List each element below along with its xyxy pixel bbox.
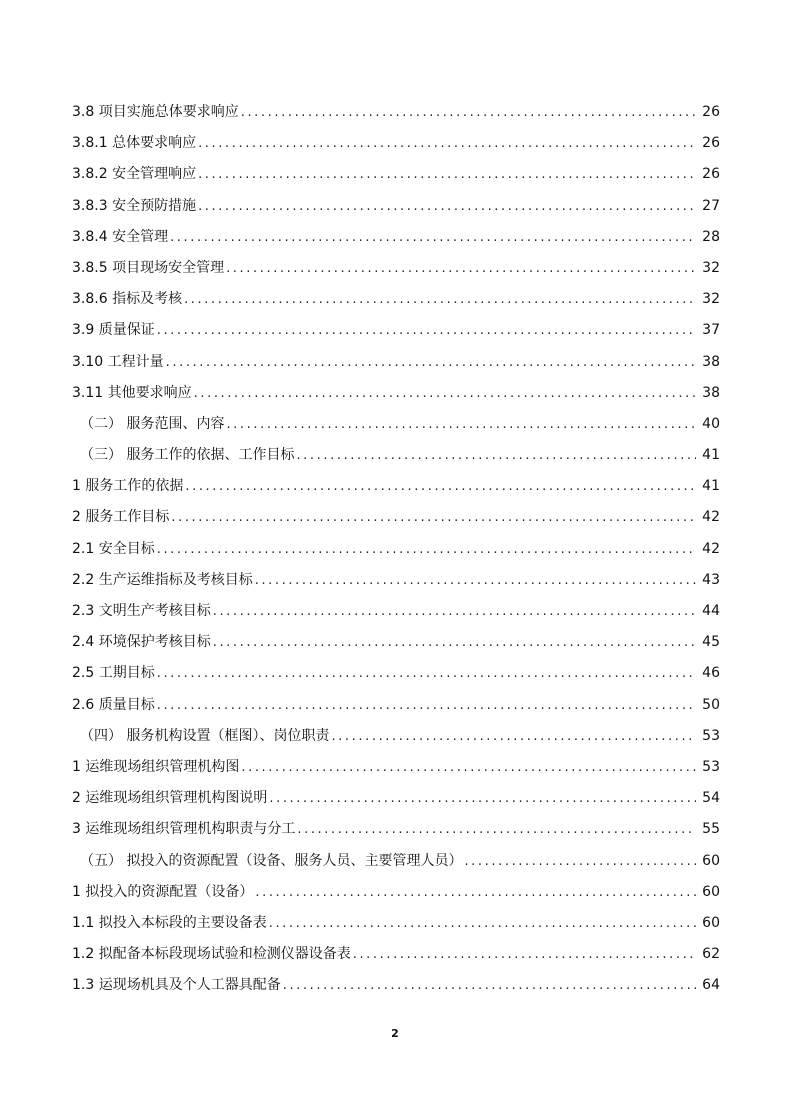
- toc-entry-page: 32: [702, 259, 720, 276]
- toc-entry-page: 43: [702, 571, 720, 588]
- toc-entry[interactable]: [72, 814, 720, 845]
- toc-entry-page: 28: [702, 228, 720, 245]
- toc-entry[interactable]: [72, 534, 720, 565]
- toc-dot-leader: [283, 970, 696, 1001]
- toc-dot-leader: [464, 846, 696, 877]
- toc-dot-leader: [198, 128, 696, 159]
- toc-entry-page: 46: [702, 665, 720, 682]
- toc-dot-leader: [170, 222, 696, 253]
- toc-entry[interactable]: [72, 877, 720, 908]
- toc-entry-page: 38: [702, 353, 720, 370]
- toc-entry-page: 45: [702, 634, 720, 651]
- toc-entry-title: 2.3 文明生产考核目标: [72, 603, 211, 619]
- toc-entry-title: 3.8.1 总体要求响应: [72, 135, 197, 152]
- toc-entry-title: 1.3 运现场机具及个人工器具配备: [72, 977, 281, 994]
- toc-dot-leader: [166, 347, 696, 378]
- toc-entry-page: 40: [702, 415, 720, 432]
- toc-entry-page: 41: [702, 478, 720, 495]
- toc-entry-page: 53: [702, 758, 720, 775]
- toc-entry[interactable]: [72, 970, 720, 1001]
- toc-entry-title: 2 服务工作目标: [72, 509, 170, 526]
- toc-entry[interactable]: [72, 284, 720, 315]
- toc-entry-page: 62: [702, 946, 720, 963]
- toc-dot-leader: [185, 471, 696, 502]
- page-number: 2: [391, 1027, 399, 1040]
- toc-dot-leader: [213, 596, 696, 627]
- toc-entry-title: （二） 服务范围、内容: [80, 415, 225, 432]
- toc-dot-leader: [269, 783, 696, 814]
- toc-entry[interactable]: [72, 846, 720, 877]
- toc-entry[interactable]: [72, 690, 720, 721]
- toc-dot-leader: [194, 378, 696, 409]
- toc-entry-title: 3.9 质量保证: [72, 322, 155, 339]
- toc-entry[interactable]: [72, 752, 720, 783]
- toc-entry[interactable]: [72, 502, 720, 533]
- toc-entry[interactable]: [72, 783, 720, 814]
- toc-entry-page: 44: [702, 603, 720, 619]
- toc-entry[interactable]: [72, 128, 720, 159]
- toc-entry-title: 1 服务工作的依据: [72, 478, 184, 495]
- toc-entry-title: （五） 拟投入的资源配置（设备、服务人员、主要管理人员）: [80, 852, 463, 869]
- toc-dot-leader: [297, 814, 696, 845]
- toc-entry-title: 3.8.3 安全预防措施: [72, 197, 197, 214]
- toc-dot-leader: [213, 627, 696, 658]
- toc-entry[interactable]: [72, 596, 720, 627]
- toc-entry-page: 55: [702, 821, 720, 838]
- toc-entry[interactable]: [72, 409, 720, 440]
- toc-entry[interactable]: [72, 159, 720, 190]
- toc-entry-title: 3.8 项目实施总体要求响应: [72, 104, 239, 120]
- toc-entry[interactable]: [72, 627, 720, 658]
- toc-entry[interactable]: [72, 191, 720, 222]
- toc-dot-leader: [269, 908, 696, 939]
- toc-entry-page: 42: [702, 540, 720, 557]
- toc-dot-leader: [157, 315, 696, 346]
- toc-entry-title: 3.8.4 安全管理: [72, 228, 169, 245]
- toc-entry[interactable]: [72, 97, 720, 128]
- toc-dot-leader: [226, 409, 696, 440]
- toc-entry[interactable]: [72, 565, 720, 596]
- toc-entry[interactable]: [72, 378, 720, 409]
- toc-entry-title: 2.5 工期目标: [72, 665, 155, 682]
- toc-dot-leader: [331, 721, 696, 752]
- toc-entry-title: 3 运维现场组织管理机构职责与分工: [72, 821, 296, 838]
- toc-entry-page: 64: [702, 977, 720, 994]
- toc-dot-leader: [157, 658, 696, 689]
- toc-entry-page: 38: [702, 384, 720, 401]
- toc-dot-leader: [241, 752, 696, 783]
- toc-entry-title: 2.2 生产运维指标及考核目标: [72, 571, 253, 588]
- toc-entry-page: 27: [702, 197, 720, 214]
- toc-dot-leader: [255, 877, 696, 908]
- toc-entry[interactable]: [72, 908, 720, 939]
- toc-dot-leader: [198, 191, 696, 222]
- toc-entry-page: 54: [702, 790, 720, 807]
- toc-entry-page: 26: [702, 104, 720, 120]
- toc-entry[interactable]: [72, 721, 720, 752]
- toc-dot-leader: [296, 440, 696, 471]
- toc-entry-page: 53: [702, 727, 720, 744]
- toc-entry-title: 3.8.2 安全管理响应: [72, 166, 197, 183]
- toc-entry[interactable]: [72, 315, 720, 346]
- toc-entry-title: 2.1 安全目标: [72, 540, 155, 557]
- toc-dot-leader: [184, 284, 696, 315]
- toc-entry-title: 1 拟投入的资源配置（设备）: [72, 883, 254, 900]
- toc-entry-title: 2.6 质量目标: [72, 696, 155, 713]
- toc-entry-page: 32: [702, 291, 720, 308]
- toc-entry[interactable]: [72, 471, 720, 502]
- toc-entry-title: 1.2 拟配备本标段现场试验和检测仪器设备表: [72, 946, 351, 963]
- toc-entry-title: 3.10 工程计量: [72, 353, 164, 370]
- toc-entry[interactable]: [72, 347, 720, 378]
- toc-dot-leader: [255, 565, 696, 596]
- toc-entry-title: 1 运维现场组织管理机构图: [72, 758, 240, 775]
- toc-entry-title: 3.8.6 指标及考核: [72, 291, 183, 308]
- toc-dot-leader: [171, 502, 696, 533]
- toc-entry[interactable]: [72, 440, 720, 471]
- toc-entry[interactable]: [72, 253, 720, 284]
- toc-entry-title: 2.4 环境保护考核目标: [72, 634, 211, 651]
- toc-entry-title: 1.1 拟投入本标段的主要设备表: [72, 914, 267, 931]
- toc-entry-page: 42: [702, 509, 720, 526]
- toc-entry-page: 37: [702, 322, 720, 339]
- toc-entry-title: （四） 服务机构设置（框图）、岗位职责: [80, 727, 330, 744]
- toc-entry-title: 3.8.5 项目现场安全管理: [72, 259, 225, 276]
- toc-entry-page: 26: [702, 166, 720, 183]
- toc-entry-title: （三） 服务工作的依据、工作目标: [80, 447, 295, 464]
- toc-entry[interactable]: [72, 658, 720, 689]
- toc-entry-page: 60: [702, 852, 720, 869]
- toc-entry-page: 50: [702, 696, 720, 713]
- toc-entry-title: 3.11 其他要求响应: [72, 384, 192, 401]
- table-of-contents: [72, 97, 720, 1001]
- toc-entry-page: 60: [702, 914, 720, 931]
- toc-dot-leader: [157, 534, 696, 565]
- toc-entry-page: 60: [702, 883, 720, 900]
- toc-entry[interactable]: [72, 939, 720, 970]
- toc-dot-leader: [226, 253, 696, 284]
- toc-entry[interactable]: [72, 222, 720, 253]
- toc-entry-page: 26: [702, 135, 720, 152]
- toc-dot-leader: [198, 159, 696, 190]
- toc-entry-page: 41: [702, 447, 720, 464]
- toc-entry-title: 2 运维现场组织管理机构图说明: [72, 790, 268, 807]
- toc-dot-leader: [157, 690, 696, 721]
- toc-dot-leader: [353, 939, 696, 970]
- toc-dot-leader: [241, 97, 696, 128]
